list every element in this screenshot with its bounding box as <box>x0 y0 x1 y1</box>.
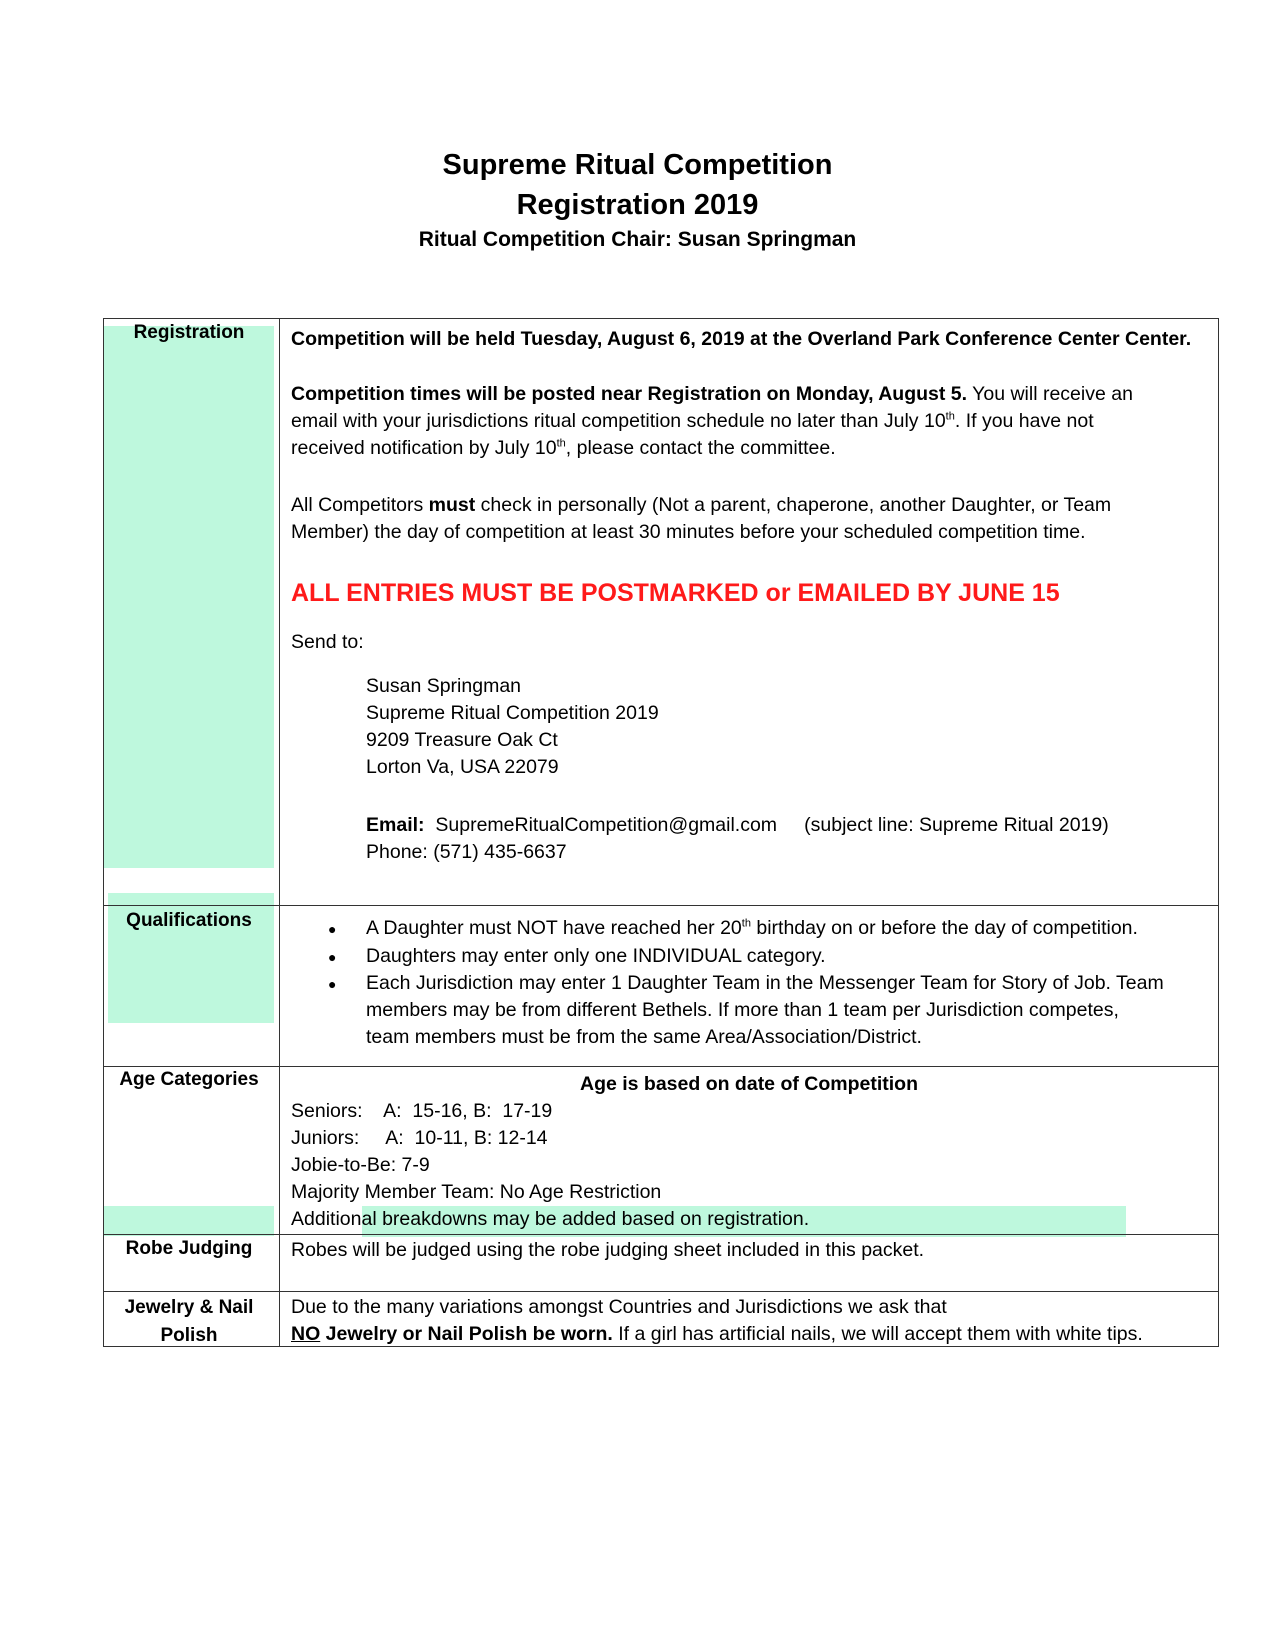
label-registration: Registration <box>133 322 245 343</box>
address-line: Susan Springman <box>366 675 522 697</box>
highlight-registration <box>104 326 274 868</box>
label-qualifications: Qualifications <box>126 910 252 931</box>
superscript-th: th <box>741 917 751 930</box>
table-border-right <box>1218 318 1219 1347</box>
bullet-icon: ● <box>328 921 337 937</box>
superscript-th: th <box>945 410 955 423</box>
age-heading: Age is based on date of Competition <box>579 1073 919 1095</box>
competition-held: Competition will be held Tuesday, August 6, 2019 at the Overland Park Conference Center Center. <box>291 328 1192 350</box>
jewelry-text <box>291 1294 1143 1348</box>
table-border-left <box>103 318 104 1347</box>
table-border-top <box>103 318 1219 319</box>
bullet-icon: ● <box>328 949 337 965</box>
label-jewelry <box>104 1294 274 1350</box>
qualification-item <box>366 970 1164 1051</box>
checkin-line2: Member) the day of competition at least 30 minutes before your scheduled competition time. <box>291 521 1086 543</box>
page-title: Supreme Ritual Competition <box>442 149 833 181</box>
table-row-divider <box>103 1066 1219 1067</box>
page-subtitle: Registration 2019 <box>516 189 759 221</box>
mailing-address <box>366 673 659 781</box>
qualification-item: Daughters may enter only one INDIVIDUAL category. <box>366 945 826 967</box>
table-row-divider <box>103 1234 1219 1235</box>
label-robe-judging: Robe Judging <box>125 1238 253 1259</box>
superscript-th: th <box>556 437 566 450</box>
chair-line: Ritual Competition Chair: Susan Springman <box>418 228 857 251</box>
jewelry-rest: If a girl has artificial nails, we will accept them with white tips. <box>612 1323 1143 1345</box>
times-line3b: , please contact the committee. <box>565 437 836 459</box>
age-line: Additional breakdowns may be added based on registration. <box>291 1208 810 1230</box>
jewelry-line1: Due to the many variations amongst Countries and Jurisdictions we ask that <box>291 1296 947 1318</box>
checkin-paragraph <box>291 492 1111 546</box>
label-age-categories: Age Categories <box>119 1069 259 1090</box>
jewelry-bold: Jewelry or Nail Polish be worn. <box>320 1323 613 1345</box>
qual-3-line2: members may be from different Bethels. If more than 1 team per Jurisdiction competes, <box>366 999 1119 1021</box>
bullet-icon: ● <box>328 976 337 992</box>
phone: Phone: (571) 435-6637 <box>366 841 567 863</box>
highlight-robe-label <box>104 1206 274 1236</box>
contact-info <box>366 812 1109 866</box>
times-line2b: . If you have not <box>954 410 1094 432</box>
times-line2a: email with your jurisdictions ritual competition schedule no later than July 10 <box>291 410 946 432</box>
email-link[interactable]: SupremeRitualCompetition@gmail.com <box>435 814 778 836</box>
label-jewelry-line1: Jewelry & Nail <box>124 1297 254 1318</box>
times-paragraph <box>291 381 1133 462</box>
age-line: Majority Member Team: No Age Restriction <box>291 1181 662 1203</box>
checkin-a: All Competitors <box>291 494 429 516</box>
robe-text: Robes will be judged using the robe judging sheet included in this packet. <box>291 1239 925 1261</box>
times-line3a: received notification by July 10 <box>291 437 557 459</box>
checkin-must: must <box>428 494 476 516</box>
age-lines <box>291 1098 809 1233</box>
checkin-b: check in personally (Not a parent, chaperone, another Daughter, or Team <box>475 494 1112 516</box>
qual-3-line1: Each Jurisdiction may enter 1 Daughter Team in the Messenger Team for Story of Job. Team <box>366 972 1164 994</box>
qual-1b: birthday on or before the day of competition. <box>750 917 1138 939</box>
times-bold: Competition times will be posted near Registration on Monday, August 5. <box>291 383 968 405</box>
times-rest: You will receive an <box>967 383 1133 405</box>
table-row-divider <box>103 905 1219 906</box>
jewelry-no: NO <box>291 1323 321 1345</box>
label-jewelry-line2: Polish <box>160 1325 218 1346</box>
send-to-label: Send to: <box>291 631 364 653</box>
deadline-notice: ALL ENTRIES MUST BE POSTMARKED or EMAILED BY JUNE 15 <box>291 579 1060 607</box>
age-line: Jobie-to-Be: 7-9 <box>291 1154 430 1176</box>
table-border-middle <box>279 318 280 1347</box>
age-line: Juniors: A: 10-11, B: 12-14 <box>291 1127 548 1149</box>
qualification-item <box>366 915 1138 942</box>
table-row-divider <box>103 1291 1219 1292</box>
email-label: Email: <box>366 814 425 836</box>
qual-3-line3: team members must be from the same Area/Association/District. <box>366 1026 922 1048</box>
age-line: Seniors: A: 15-16, B: 17-19 <box>291 1100 553 1122</box>
email-subject: (subject line: Supreme Ritual 2019) <box>804 814 1109 836</box>
qual-1a: A Daughter must NOT have reached her 20 <box>366 917 742 939</box>
address-line: Supreme Ritual Competition 2019 <box>366 702 659 724</box>
address-line: 9209 Treasure Oak Ct <box>366 729 558 751</box>
address-line: Lorton Va, USA 22079 <box>366 756 559 778</box>
